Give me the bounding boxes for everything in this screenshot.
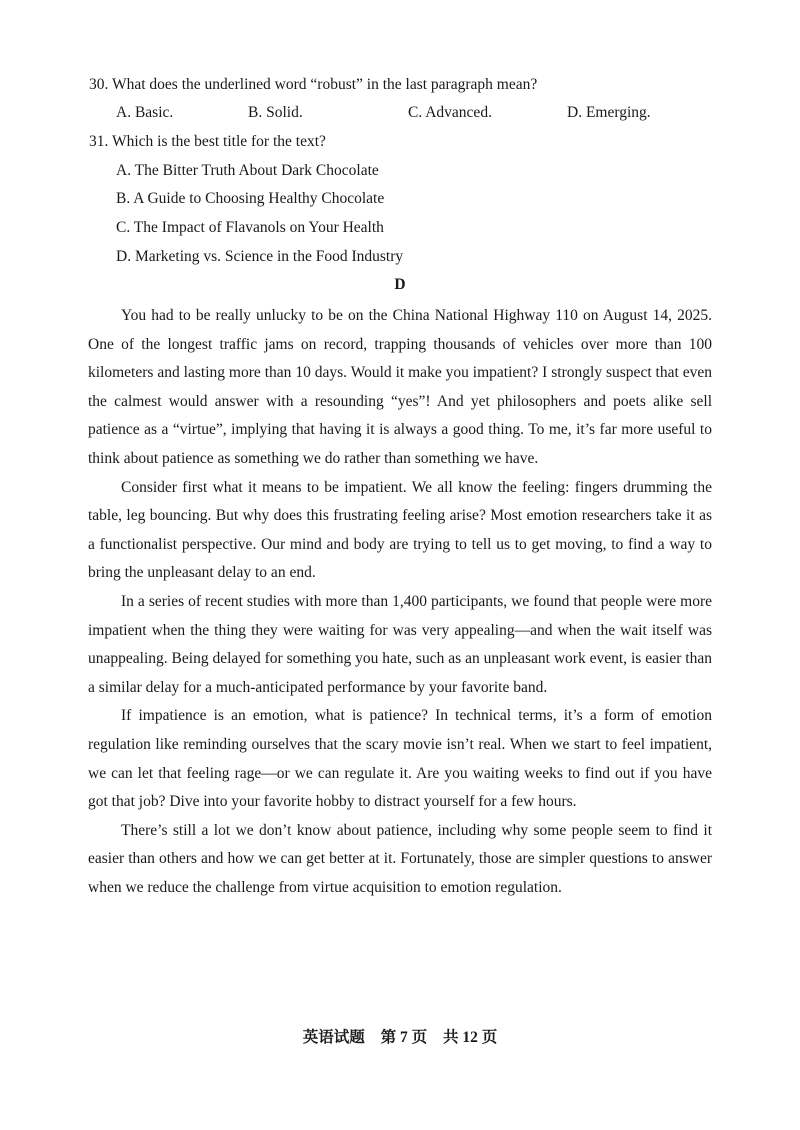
- section-heading: D: [394, 276, 406, 293]
- passage-paragraph: You had to be really unlucky to be on the China National Highway 110 on August 14, 2025. One of the longest traffic jams on record, trapping thousands of vehicles over more than 100 kilometers and lasting more than 10 days. Would it make you impatient? I strongly suspect that even the calmest would answer with a resounding “yes”! And yet philosophers and poets alike sell patience as a “virtue”, implying that having it is always a good thing. To me, it’s far more useful to think about patience as something we do rather than something we have.: [88, 307, 712, 467]
- passage-paragraph: There’s still a lot we don’t know about patience, including why some people seem to find it easier than others and how we can get better at it. Fortunately, those are simpler questions to answer when we reduce the challenge from virtue acquisition to emotion regulation.: [88, 821, 712, 896]
- passage: [88, 302, 712, 902]
- question-31-option-c: C. The Impact of Flavanols on Your Health: [116, 219, 384, 236]
- question-30-stem: 30. What does the underlined word “robust” in the last paragraph mean?: [89, 76, 538, 93]
- passage-paragraph: In a series of recent studies with more than 1,400 participants, we found that people were more impatient when the thing they were waiting for was very appealing—and when the wait itself was unappealing. Being delayed for something you hate, such as an unpleasant work event, is easier than a similar delay for a much-anticipated performance by your favorite band.: [88, 592, 712, 696]
- question-31-option-a: A. The Bitter Truth About Dark Chocolate: [116, 162, 379, 179]
- question-31-option-d: D. Marketing vs. Science in the Food Industry: [116, 248, 404, 265]
- question-30-option-c: C. Advanced.: [408, 104, 492, 121]
- question-31-option-b: B. A Guide to Choosing Healthy Chocolate: [116, 190, 385, 207]
- question-30-option-d: D. Emerging.: [567, 104, 651, 121]
- page-footer: [0, 1025, 800, 1047]
- footer-page-total: 共 12 页: [443, 1029, 498, 1046]
- passage-paragraph: Consider first what it means to be impatient. We all know the feeling: fingers drumming the table, leg bouncing. But why does this frustrating feeling arise? Most emotion researchers take it as a functionalist perspective. Our mind and body are trying to tell us to get moving, to find a way to bring the unpleasant delay to an end.: [88, 478, 712, 582]
- question-30-option-a: A. Basic.: [116, 104, 174, 121]
- question-31-stem: 31. Which is the best title for the text?: [89, 133, 326, 150]
- footer-page-number: 第 7 页: [380, 1029, 428, 1046]
- question-30-option-b: B. Solid.: [248, 104, 303, 121]
- footer-subject: 英语试题: [302, 1029, 365, 1046]
- passage-paragraph: If impatience is an emotion, what is patience? In technical terms, it’s a form of emotion regulation like reminding ourselves that the scary movie isn’t real. When we start to feel impatient, we can let that feeling rage—or we can regulate it. Are you waiting weeks to find out if you have got that job? Dive into your favorite hobby to distract yourself for a few hours.: [88, 707, 712, 811]
